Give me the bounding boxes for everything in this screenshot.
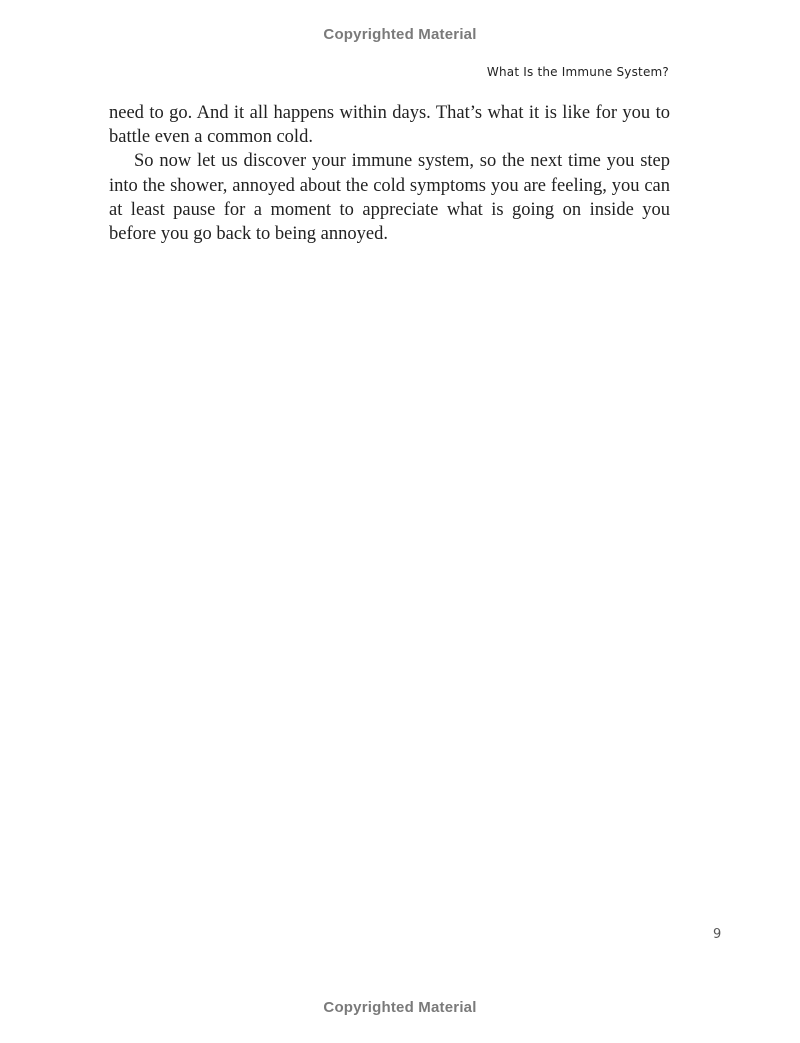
running-header: What Is the Immune System? [486,65,669,79]
copyright-watermark-bottom: Copyrighted Material [323,999,477,1016]
body-text [109,101,670,246]
copyright-watermark-top: Copyrighted Material [323,26,477,43]
paragraph-new: So now let us discover your immune system, so the next time you step into the shower, annoyed about the cold symptoms you are feeling, you can at least pause for a moment to appreciate what is going on inside you before you go back to being annoyed. [109,151,670,245]
page-number: 9 [713,927,722,942]
paragraph-continued: need to go. And it all happens within days. That’s what it is like for you to battle even a common cold. [109,103,670,148]
